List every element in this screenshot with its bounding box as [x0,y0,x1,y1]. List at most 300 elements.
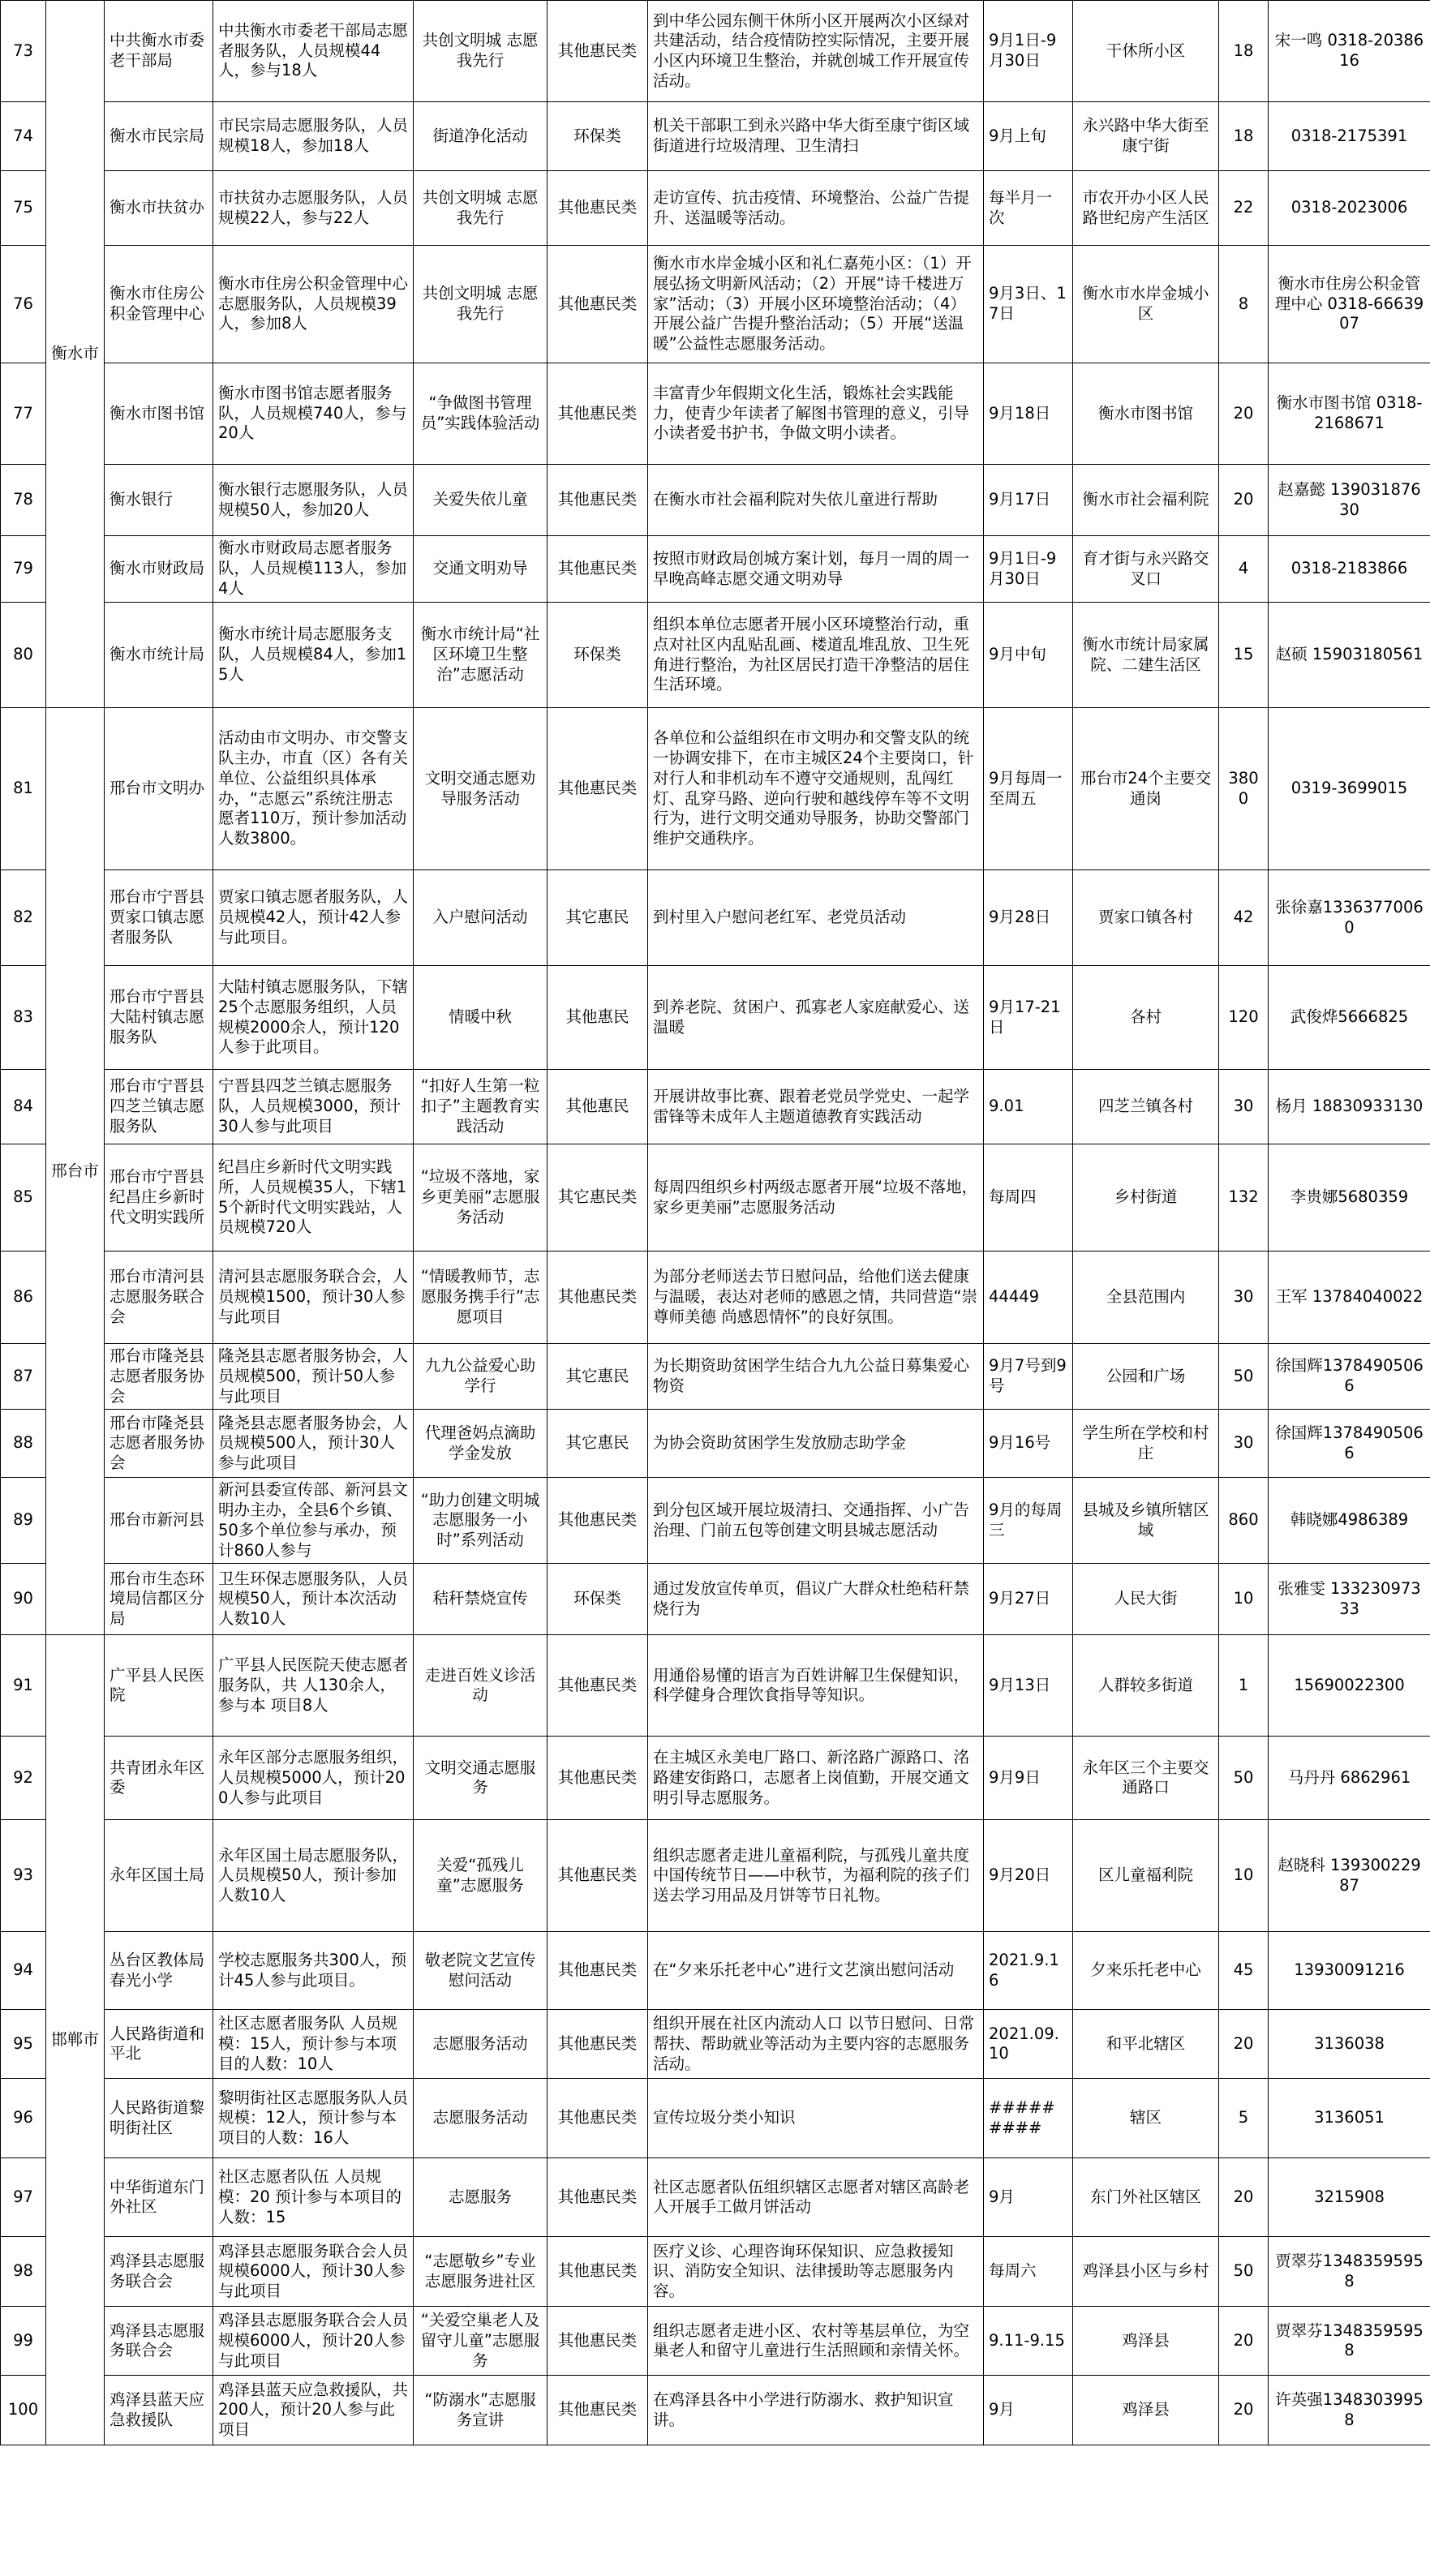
city-cell: 邯郸市 [46,1635,105,2445]
contact-cell: 贾翠芬13483595958 [1269,2237,1430,2307]
type-cell: 其他惠民类 [548,246,648,363]
row-number-cell: 87 [1,1344,46,1410]
time-cell: 9月16号 [984,1410,1073,1478]
unit-cell: 广平县人民医院 [105,1635,213,1737]
unit-cell: 中共衡水市委老干部局 [105,1,213,102]
contact-cell: 衡水市住房公积金管理中心 0318-6663907 [1269,246,1430,363]
unit-cell: 邢台市生态环境局信都区分局 [105,1564,213,1635]
people-cell: 20 [1219,2010,1269,2079]
row-number-cell: 94 [1,1932,46,2010]
team-cell: 宁晋县四芝兰镇志愿服务队，人员规模3000，预计30人参与此项目 [213,1070,414,1144]
place-cell: 学生所在学校和村庄 [1073,1410,1219,1478]
content-cell: 机关干部职工到永兴路中华大街至康宁街区域街道进行垃圾清理、卫生清扫 [648,102,984,171]
team-cell: 贾家口镇志愿者服务队，人员规模42人，预计42人参与此项目。 [213,870,414,966]
content-cell: 走访宣传、抗击疫情、环境整治、公益广告提升、送温暖等活动。 [648,171,984,246]
unit-cell: 鸡泽县志愿服务联合会 [105,2307,213,2376]
project-cell: “关爱空巢老人及留守儿童”志愿服务 [414,2307,548,2376]
content-cell: 到养老院、贫困户、孤寡老人家庭献爱心、送温暖 [648,966,984,1070]
team-cell: 衡水市统计局志愿服务支队，人员规模84人，参加15人 [213,603,414,708]
contact-cell: 王军 13784040022 [1269,1252,1430,1344]
unit-cell: 衡水市图书馆 [105,363,213,465]
place-cell: 市农开办小区人民路世纪房产生活区 [1073,171,1219,246]
content-cell: 在衡水市社会福利院对失依儿童进行帮助 [648,465,984,536]
table-row [1,246,1430,363]
people-cell: 30 [1219,1410,1269,1478]
table-row [1,1478,1430,1564]
project-cell: 共创文明城 志愿我先行 [414,171,548,246]
table-row [1,870,1430,966]
place-cell: 衡水市水岸金城小区 [1073,246,1219,363]
content-cell: 为协会资助贫困学生发放励志助学金 [648,1410,984,1478]
table-row [1,363,1430,465]
table-row [1,1344,1430,1410]
contact-cell: 0319-3699015 [1269,708,1430,870]
time-cell: 2021.09.10 [984,2010,1073,2079]
row-number-cell: 93 [1,1820,46,1932]
project-cell: 交通文明劝导 [414,536,548,603]
people-cell: 20 [1219,465,1269,536]
people-cell: 50 [1219,1344,1269,1410]
type-cell: 其他惠民类 [548,1932,648,2010]
content-cell: 为部分老师送去节日慰问品，给他们送去健康与温暖，表达对老师的感恩之情，共同营造“崇尊师美德 尚感恩情怀”的良好氛围。 [648,1252,984,1344]
content-cell: 在鸡泽县各中小学进行防溺水、救护知识宣讲。 [648,2376,984,2445]
unit-cell: 邢台市宁晋县大陆村镇志愿服务队 [105,966,213,1070]
people-cell: 860 [1219,1478,1269,1564]
content-cell: 组织志愿者走进儿童福利院，与孤残儿童共度中国传统节日——中秋节，为福利院的孩子们送去学习用品及月饼等节日礼物。 [648,1820,984,1932]
place-cell: 永年区三个主要交通路口 [1073,1737,1219,1820]
row-number-cell: 91 [1,1635,46,1737]
table-row [1,102,1430,171]
team-cell: 社区志愿者服务队 人员规模：15人，预计参与本项目的人数：10人 [213,2010,414,2079]
type-cell: 其他惠民类 [548,1252,648,1344]
content-cell: 医疗义诊、心理咨询环保知识、应急救援知识、消防安全知识、法律援助等志愿服务内容。 [648,2237,984,2307]
contact-cell: 3136051 [1269,2079,1430,2158]
time-cell: 9月18日 [984,363,1073,465]
team-cell: 鸡泽县蓝天应急救援队，共200人，预计20人参与此项目 [213,2376,414,2445]
unit-cell: 衡水市统计局 [105,603,213,708]
place-cell: 人群较多街道 [1073,1635,1219,1737]
row-number-cell: 88 [1,1410,46,1478]
table-row [1,171,1430,246]
time-cell: 9月17-21日 [984,966,1073,1070]
row-number-cell: 89 [1,1478,46,1564]
project-cell: 志愿服务 [414,2158,548,2237]
people-cell: 1 [1219,1635,1269,1737]
type-cell: 其他惠民类 [548,1737,648,1820]
people-cell: 18 [1219,1,1269,102]
table-row [1,2010,1430,2079]
content-cell: 宣传垃圾分类小知识 [648,2079,984,2158]
table-row [1,708,1430,870]
contact-cell: 0318-2183866 [1269,536,1430,603]
team-cell: 隆尧县志愿者服务协会，人员规模500人，预计30人参与此项目 [213,1410,414,1478]
time-cell: 9月 [984,2376,1073,2445]
team-cell: 纪昌庄乡新时代文明实践所，人员规模35人，下辖15个新时代文明实践站，人员规模720人 [213,1144,414,1252]
time-cell: 9月3日、17日 [984,246,1073,363]
type-cell: 其他惠民类 [548,2158,648,2237]
time-cell: 9月上旬 [984,102,1073,171]
content-cell: 各单位和公益组织在市文明办和交警支队的统一协调安排下，在市主城区24个主要岗口，针对行人和非机动车不遵守交通规则，乱闯红灯、乱穿马路、逆向行驶和越线停车等不文明行为，进行文明交通劝导服务，协助交警部门维护交通秩序。 [648,708,984,870]
team-cell: 社区志愿者队伍 人员规模：20 预计参与本项目的人数：15 [213,2158,414,2237]
unit-cell: 人民路街道黎明街社区 [105,2079,213,2158]
type-cell: 其他惠民类 [548,2237,648,2307]
unit-cell: 丛台区教体局春光小学 [105,1932,213,2010]
type-cell: 其他惠民类 [548,536,648,603]
project-cell: 志愿服务活动 [414,2010,548,2079]
time-cell: 9月的每周三 [984,1478,1073,1564]
row-number-cell: 74 [1,102,46,171]
project-cell: 志愿服务活动 [414,2079,548,2158]
people-cell: 132 [1219,1144,1269,1252]
content-cell: 在“夕来乐托老中心”进行文艺演出慰问活动 [648,1932,984,2010]
project-cell: 走进百姓义诊活动 [414,1635,548,1737]
content-cell: 组织志愿者走进小区、农村等基层单位，为空巢老人和留守儿童进行生活照顾和亲情关怀。 [648,2307,984,2376]
unit-cell: 共青团永年区委 [105,1737,213,1820]
project-cell: 文明交通志愿服务 [414,1737,548,1820]
content-cell: 到村里入户慰问老红军、老党员活动 [648,870,984,966]
time-cell: 9月1日-9月30日 [984,1,1073,102]
time-cell: 44449 [984,1252,1073,1344]
unit-cell: 邢台市宁晋县贾家口镇志愿者服务队 [105,870,213,966]
type-cell: 其他惠民类 [548,363,648,465]
type-cell: 其他惠民类 [548,1,648,102]
contact-cell: 0318-2023006 [1269,171,1430,246]
place-cell: 衡水市社会福利院 [1073,465,1219,536]
project-cell: “扣好人生第一粒扣子”主题教育实践活动 [414,1070,548,1144]
contact-cell: 徐国辉13784905066 [1269,1344,1430,1410]
row-number-cell: 81 [1,708,46,870]
contact-cell: 3215908 [1269,2158,1430,2237]
time-cell: ######### [984,2079,1073,2158]
project-cell: 敬老院文艺宣传慰问活动 [414,1932,548,2010]
table-row [1,1564,1430,1635]
team-cell: 鸡泽县志愿服务联合会人员规模6000人，预计20人参与此项目 [213,2307,414,2376]
time-cell: 9月13日 [984,1635,1073,1737]
place-cell: 干休所小区 [1073,1,1219,102]
unit-cell: 邢台市文明办 [105,708,213,870]
place-cell: 乡村街道 [1073,1144,1219,1252]
place-cell: 育才街与永兴路交叉口 [1073,536,1219,603]
content-cell: 用通俗易懂的语言为百姓讲解卫生保健知识，科学健身合理饮食指导等知识。 [648,1635,984,1737]
content-cell: 开展讲故事比赛、跟着老党员学党史、一起学雷锋等未成年人主题道德教育实践活动 [648,1070,984,1144]
table-row [1,1737,1430,1820]
team-cell: 市扶贫办志愿服务队，人员规模22人，参与22人 [213,171,414,246]
type-cell: 其它惠民类 [548,1144,648,1252]
project-cell: 入户慰问活动 [414,870,548,966]
place-cell: 县城及乡镇所辖区域 [1073,1478,1219,1564]
team-cell: 大陆村镇志愿服务队，下辖25个志愿服务组织，人员规模2000余人，预计120人参于此项目。 [213,966,414,1070]
table-row [1,1,1430,102]
row-number-cell: 99 [1,2307,46,2376]
type-cell: 其他惠民 [548,1070,648,1144]
place-cell: 衡水市图书馆 [1073,363,1219,465]
place-cell: 全县范围内 [1073,1252,1219,1344]
table-row [1,966,1430,1070]
project-cell: 情暖中秋 [414,966,548,1070]
team-cell: 鸡泽县志愿服务联合会人员规模6000人，预计30人参与此项目 [213,2237,414,2307]
table-row [1,2158,1430,2237]
place-cell: 区儿童福利院 [1073,1820,1219,1932]
type-cell: 其他惠民类 [548,2376,648,2445]
unit-cell: 衡水市财政局 [105,536,213,603]
people-cell: 10 [1219,1820,1269,1932]
unit-cell: 鸡泽县蓝天应急救援队 [105,2376,213,2445]
contact-cell: 赵晓科 13930022987 [1269,1820,1430,1932]
project-cell: 文明交通志愿劝导服务活动 [414,708,548,870]
place-cell: 四芝兰镇各村 [1073,1070,1219,1144]
type-cell: 其他惠民类 [548,1820,648,1932]
contact-cell: 马丹丹 6862961 [1269,1737,1430,1820]
project-cell: 衡水市统计局“社区环境卫生整治”志愿活动 [414,603,548,708]
project-cell: “情暖教师节，志愿服务携手行”志愿项目 [414,1252,548,1344]
people-cell: 20 [1219,2307,1269,2376]
unit-cell: 邢台市宁晋县纪昌庄乡新时代文明实践所 [105,1144,213,1252]
row-number-cell: 98 [1,2237,46,2307]
unit-cell: 衡水银行 [105,465,213,536]
team-cell: 永年区国土局志愿服务队，人员规模50人，预计参加人数10人 [213,1820,414,1932]
project-cell: 共创文明城 志愿我先行 [414,1,548,102]
type-cell: 其它惠民 [548,870,648,966]
time-cell: 9月17日 [984,465,1073,536]
table-row [1,465,1430,536]
time-cell: 9月20日 [984,1820,1073,1932]
unit-cell: 邢台市新河县 [105,1478,213,1564]
place-cell: 衡水市统计局家属院、二建生活区 [1073,603,1219,708]
row-number-cell: 90 [1,1564,46,1635]
contact-cell: 贾翠芬13483595958 [1269,2307,1430,2376]
contact-cell: 张徐嘉13363770060 [1269,870,1430,966]
place-cell: 辖区 [1073,2079,1219,2158]
row-number-cell: 76 [1,246,46,363]
row-number-cell: 73 [1,1,46,102]
row-number-cell: 82 [1,870,46,966]
row-number-cell: 77 [1,363,46,465]
content-cell: 为长期资助贫困学生结合九九公益日募集爱心物资 [648,1344,984,1410]
people-cell: 30 [1219,1070,1269,1144]
contact-cell: 张雅雯 13323097333 [1269,1564,1430,1635]
place-cell: 夕来乐托老中心 [1073,1932,1219,2010]
team-cell: 衡水市图书馆志愿者服务队，人员规模740人，参与20人 [213,363,414,465]
team-cell: 中共衡水市委老干部局志愿者服务队，人员规模44人，参与18人 [213,1,414,102]
people-cell: 4 [1219,536,1269,603]
team-cell: 永年区部分志愿服务组织，人员规模5000人，预计200人参与此项目 [213,1737,414,1820]
unit-cell: 衡水市住房公积金管理中心 [105,246,213,363]
place-cell: 公园和广场 [1073,1344,1219,1410]
table-row [1,2307,1430,2376]
team-cell: 衡水市财政局志愿者服务队，人员规模113人，参加4人 [213,536,414,603]
table-row [1,1144,1430,1252]
contact-cell: 武俊烨5666825 [1269,966,1430,1070]
unit-cell: 鸡泽县志愿服务联合会 [105,2237,213,2307]
table-row [1,2079,1430,2158]
people-cell: 30 [1219,1252,1269,1344]
content-cell: 衡水市水岸金城小区和礼仁嘉苑小区：（1）开展弘扬文明新风活动；（2）开展“诗千楼进万家”活动；（3）开展小区环境整治活动；（4）开展公益广告提升整治活动；（5）开展“送温暖”公益性志愿服务活动。 [648,246,984,363]
contact-cell: 韩晓娜4986389 [1269,1478,1430,1564]
contact-cell: 衡水市图书馆 0318-2168671 [1269,363,1430,465]
content-cell: 按照市财政局创城方案计划，每月一周的周一早晚高峰志愿交通文明劝导 [648,536,984,603]
row-number-cell: 95 [1,2010,46,2079]
contact-cell: 3136038 [1269,2010,1430,2079]
table-row [1,603,1430,708]
time-cell: 9月每周一至周五 [984,708,1073,870]
row-number-cell: 97 [1,2158,46,2237]
people-cell: 3800 [1219,708,1269,870]
time-cell: 9月7号到9号 [984,1344,1073,1410]
time-cell: 9.01 [984,1070,1073,1144]
time-cell: 每周六 [984,2237,1073,2307]
contact-cell: 宋一鸣 0318-2038616 [1269,1,1430,102]
team-cell: 学校志愿服务共300人，预计45人参与此项目。 [213,1932,414,2010]
team-cell: 市民宗局志愿服务队，人员规模18人，参加18人 [213,102,414,171]
table-row [1,1252,1430,1344]
place-cell: 东门外社区辖区 [1073,2158,1219,2237]
type-cell: 其他惠民类 [548,708,648,870]
type-cell: 其他惠民类 [548,1478,648,1564]
people-cell: 45 [1219,1932,1269,2010]
team-cell: 衡水银行志愿服务队，人员规模50人，参加20人 [213,465,414,536]
people-cell: 5 [1219,2079,1269,2158]
contact-cell: 赵嘉懿 13903187630 [1269,465,1430,536]
type-cell: 其他惠民类 [548,2010,648,2079]
project-cell: 秸秆禁烧宣传 [414,1564,548,1635]
people-cell: 120 [1219,966,1269,1070]
time-cell: 2021.9.16 [984,1932,1073,2010]
row-number-cell: 96 [1,2079,46,2158]
time-cell: 9.11-9.15 [984,2307,1073,2376]
content-cell: 社区志愿者队伍组织辖区志愿者对辖区高龄老人开展手工做月饼活动 [648,2158,984,2237]
time-cell: 每周四 [984,1144,1073,1252]
contact-cell: 13930091216 [1269,1932,1430,2010]
time-cell: 每半月一次 [984,171,1073,246]
contact-cell: 15690022300 [1269,1635,1430,1737]
row-number-cell: 80 [1,603,46,708]
row-number-cell: 85 [1,1144,46,1252]
content-cell: 通过发放宣传单页，倡议广大群众杜绝秸秆禁烧行为 [648,1564,984,1635]
row-number-cell: 100 [1,2376,46,2445]
row-number-cell: 92 [1,1737,46,1820]
type-cell: 其它惠民 [548,1344,648,1410]
time-cell: 9月1日-9月30日 [984,536,1073,603]
project-cell: 九九公益爱心助学行 [414,1344,548,1410]
place-cell: 永兴路中华大街至康宁街 [1073,102,1219,171]
contact-cell: 许英强13483039958 [1269,2376,1430,2445]
row-number-cell: 78 [1,465,46,536]
table-row [1,1820,1430,1932]
time-cell: 9月 [984,2158,1073,2237]
type-cell: 其他惠民类 [548,1635,648,1737]
people-cell: 22 [1219,171,1269,246]
table-row [1,536,1430,603]
place-cell: 鸡泽县小区与乡村 [1073,2237,1219,2307]
project-cell: 关爱失依儿童 [414,465,548,536]
table-row [1,1635,1430,1737]
content-cell: 每周四组织乡村两级志愿者开展“垃圾不落地，家乡更美丽”志愿服务活动 [648,1144,984,1252]
row-number-cell: 75 [1,171,46,246]
people-cell: 20 [1219,363,1269,465]
team-cell: 广平县人民医院天使志愿者服务队，共 人130余人，参与本 项目8人 [213,1635,414,1737]
type-cell: 其他惠民类 [548,465,648,536]
unit-cell: 中华街道东门外社区 [105,2158,213,2237]
people-cell: 20 [1219,2158,1269,2237]
unit-cell: 邢台市清河县志愿服务联合会 [105,1252,213,1344]
type-cell: 环保类 [548,102,648,171]
time-cell: 9月9日 [984,1737,1073,1820]
project-cell: 共创文明城 志愿我先行 [414,246,548,363]
content-cell: 组织开展在社区内流动人口 以节日慰问、日常帮扶、帮助就业等活动为主要内容的志愿服务活动。 [648,2010,984,2079]
table-row [1,1070,1430,1144]
table-row [1,2237,1430,2307]
time-cell: 9月28日 [984,870,1073,966]
row-number-cell: 86 [1,1252,46,1344]
type-cell: 其他惠民类 [548,171,648,246]
people-cell: 50 [1219,1737,1269,1820]
people-cell: 15 [1219,603,1269,708]
content-cell: 到分包区域开展垃圾清扫、交通指挥、小广告治理、门前五包等创建文明县城志愿活动 [648,1478,984,1564]
place-cell: 鸡泽县 [1073,2376,1219,2445]
content-cell: 在主城区永美电厂路口、新洺路广源路口、洺路建安街路口，志愿者上岗值勤，开展交通文明引导志愿服务。 [648,1737,984,1820]
unit-cell: 衡水市扶贫办 [105,171,213,246]
people-cell: 18 [1219,102,1269,171]
unit-cell: 邢台市隆尧县志愿者服务协会 [105,1344,213,1410]
unit-cell: 衡水市民宗局 [105,102,213,171]
type-cell: 环保类 [548,1564,648,1635]
type-cell: 环保类 [548,603,648,708]
team-cell: 卫生环保志愿服务队，人员规模50人，预计本次活动人数10人 [213,1564,414,1635]
place-cell: 各村 [1073,966,1219,1070]
type-cell: 其他惠民类 [548,2079,648,2158]
unit-cell: 邢台市隆尧县志愿者服务协会 [105,1410,213,1478]
project-cell: “志愿敬乡”专业志愿服务进社区 [414,2237,548,2307]
unit-cell: 人民路街道和平北 [105,2010,213,2079]
team-cell: 新河县委宣传部、新河县文明办主办，全县6个乡镇、50多个单位参与承办，预计860人参与 [213,1478,414,1564]
project-cell: “助力创建文明城 志愿服务一小时”系列活动 [414,1478,548,1564]
contact-cell: 0318-2175391 [1269,102,1430,171]
city-cell: 衡水市 [46,1,105,708]
people-cell: 42 [1219,870,1269,966]
unit-cell: 永年区国土局 [105,1820,213,1932]
team-cell: 黎明街社区志愿服务队人员规模：12人，预计参与本项目的人数：16人 [213,2079,414,2158]
content-cell: 组织本单位志愿者开展小区环境整治行动，重点对社区内乱贴乱画、楼道乱堆乱放、卫生死角进行整治，为社区居民打造干净整洁的居住生活环境。 [648,603,984,708]
place-cell: 贾家口镇各村 [1073,870,1219,966]
project-cell: 关爱“孤残儿童”志愿服务 [414,1820,548,1932]
row-number-cell: 84 [1,1070,46,1144]
people-cell: 20 [1219,2376,1269,2445]
team-cell: 隆尧县志愿者服务协会，人员规模500，预计50人参与此项目 [213,1344,414,1410]
city-cell: 邢台市 [46,708,105,1635]
row-number-cell: 79 [1,536,46,603]
type-cell: 其他惠民 [548,966,648,1070]
type-cell: 其他惠民类 [548,2307,648,2376]
row-number-cell: 83 [1,966,46,1070]
time-cell: 9月中旬 [984,603,1073,708]
content-cell: 丰富青少年假期文化生活，锻炼社会实践能力，使青少年读者了解图书管理的意义，引导小读者爱书护书，争做文明小读者。 [648,363,984,465]
type-cell: 其它惠民 [548,1410,648,1478]
team-cell: 活动由市文明办、市交警支队主办，市直（区）各有关单位、公益组织具体承办，“志愿云”系统注册志愿者110万，预计参加活动人数3800。 [213,708,414,870]
contact-cell: 李贵娜5680359 [1269,1144,1430,1252]
people-cell: 50 [1219,2237,1269,2307]
project-cell: “垃圾不落地，家乡更美丽”志愿服务活动 [414,1144,548,1252]
people-cell: 10 [1219,1564,1269,1635]
place-cell: 邢台市24个主要交通岗 [1073,708,1219,870]
unit-cell: 邢台市宁晋县四芝兰镇志愿服务队 [105,1070,213,1144]
content-cell: 到中华公园东侧干休所小区开展两次小区绿对共建活动，结合疫情防控实际情况，主要开展小区内环境卫生整治，并就创城工作开展宣传活动。 [648,1,984,102]
project-cell: “争做图书管理员”实践体验活动 [414,363,548,465]
project-cell: “防溺水”志愿服务宣讲 [414,2376,548,2445]
contact-cell: 杨月 18830933130 [1269,1070,1430,1144]
project-cell: 代理爸妈点滴助学金发放 [414,1410,548,1478]
team-cell: 清河县志愿服务联合会，人员规模1500，预计30人参与此项目 [213,1252,414,1344]
table-row [1,1932,1430,2010]
